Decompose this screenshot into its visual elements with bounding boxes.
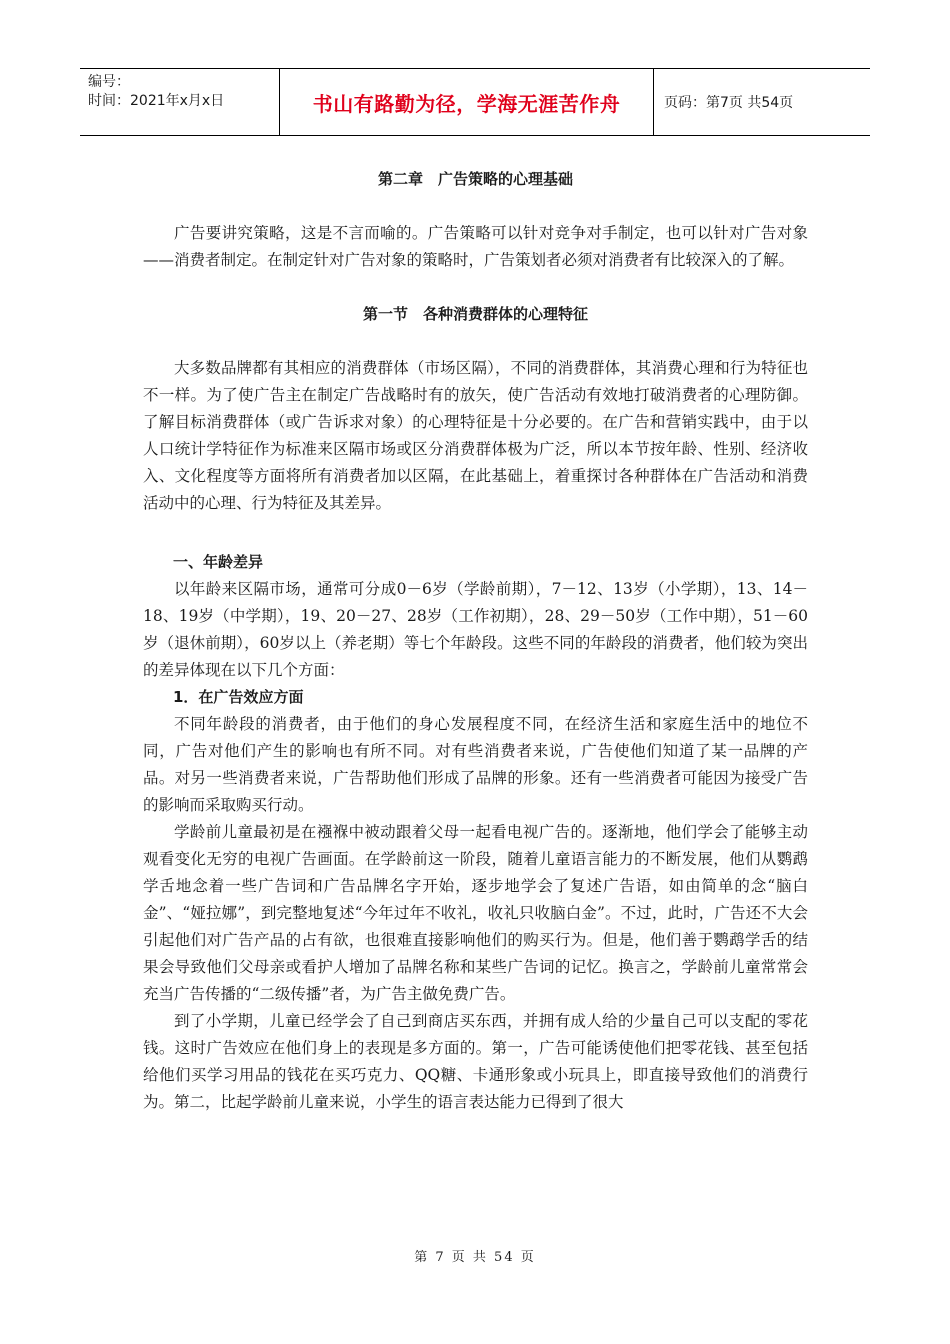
- page-label: 页码：第7页 共54页: [664, 95, 794, 111]
- time-label: 时间：2021年x月x日: [88, 93, 225, 109]
- intro-paragraph: 广告要讲究策略，这是不言而喻的。广告策略可以针对竞争对手制定，也可以针对广告对象——消费者制定。在制定针对广告对象的策略时，广告策划者必须对消费者有比较深入的了解。: [143, 224, 808, 269]
- age-paragraph: 以年龄来区隔市场，通常可分成0－6岁（学龄前期），7－12、13岁（小学期），13、14－18、19岁（中学期），19、20－27、28岁（工作初期），28、29－50岁（工作中期），51－60岁（退休前期），60岁以上（养老期）等七个年龄段。这些不同的年龄段的消费者，他们较为突出的差异体现在以下几个方面：: [143, 580, 808, 679]
- page-footer: 第 7 页 共 54 页: [414, 1250, 536, 1265]
- number-label: 编号：: [88, 74, 130, 90]
- chapter-title: 第二章 广告策略的心理基础: [377, 170, 573, 188]
- subheading-ad-effect: 1．在广告效应方面: [173, 688, 304, 706]
- preschool-paragraph: 学龄前儿童最初是在襁褓中被动跟着父母一起看电视广告的。逐渐地，他们学会了能够主动观看变化无穷的电视广告画面。在学龄前这一阶段，随着儿童语言能力的不断发展，他们从鹦鹉学舌地念着一些广告词和广告品牌名字开始，逐步地学会了复述广告语，如由简单的念“脑白金”、“娅拉娜”，到完整地复述“今年过年不收礼，收礼只收脑白金”。不过，此时，广告还不大会引起他们对广告产品的占有欲，也很难直接影响他们的购买行为。但是，他们善于鹦鹉学舌的结果会导致他们父母亲或看护人增加了品牌名称和某些广告词的记忆。换言之，学龄前儿童常常会充当广告传播的“二级传播”者，为广告主做免费广告。: [143, 823, 808, 1003]
- header-table: [80, 68, 870, 136]
- primary-paragraph: 到了小学期，儿童已经学会了自己到商店买东西，并拥有成人给的少量自己可以支配的零花钱。这时广告效应在他们身上的表现是多方面的。第一，广告可能诱使他们把零花钱、甚至包括给他们买学习用品的钱花在买巧克力、QQ糖、卡通形象或小玩具上，即直接导致他们的消费行为。第二，比起学龄前儿童来说，小学生的语言表达能力已得到了很大: [143, 1012, 808, 1111]
- effect-paragraph: 不同年龄段的消费者，由于他们的身心发展程度不同，在经济生活和家庭生活中的地位不同，广告对他们产生的影响也有所不同。对有些消费者来说，广告使他们知道了某一品牌的产品。对另一些消费者来说，广告帮助他们形成了品牌的形象。还有一些消费者可能因为接受广告的影响而采取购买行动。: [143, 715, 808, 814]
- header-meta-cell: [80, 69, 280, 135]
- section-title: 第一节 各种消费群体的心理特征: [362, 305, 588, 323]
- subheading-age: 一、年龄差异: [173, 553, 264, 571]
- motto: 书山有路勤为径，学海无涯苦作舟: [280, 69, 654, 135]
- document-body: [143, 166, 808, 1116]
- section-paragraph: 大多数品牌都有其相应的消费群体（市场区隔），不同的消费群体，其消费心理和行为特征也不一样。为了使广告主在制定广告战略时有的放矢，使广告活动有效地打破消费者的心理防御。了解目标消费群体（或广告诉求对象）的心理特征是十分必要的。在广告和营销实践中，由于以人口统计学特征作为标准来区隔市场或区分消费群体极为广泛，所以本节按年龄、性别、经济收入、文化程度等方面将所有消费者加以区隔，在此基础上，着重探讨各种群体在广告活动和消费活动中的心理、行为特征及其差异。: [143, 359, 808, 512]
